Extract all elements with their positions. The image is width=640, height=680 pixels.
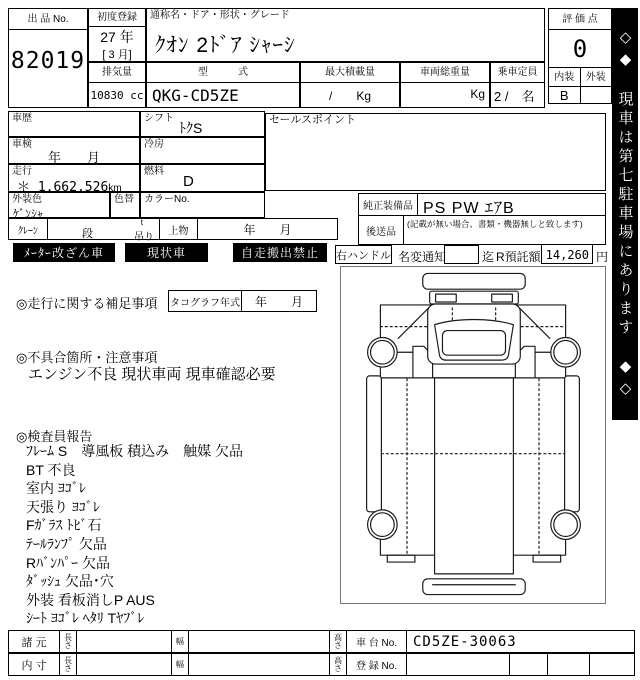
- height-label: 高さ: [329, 653, 347, 676]
- displacement-value: 10830 cc: [90, 89, 144, 102]
- color-no-label: カラーNo.: [144, 194, 190, 205]
- history-cell: [8, 111, 140, 137]
- width-label: 幅: [171, 630, 189, 653]
- length-label: 長さ: [59, 653, 77, 676]
- crane-value-cell: [47, 218, 160, 243]
- deposit-until-label: 迄: [482, 250, 495, 264]
- equipment-value: PS PW ｴｱB: [423, 200, 515, 217]
- name-change-label: 名変通知: [398, 250, 447, 264]
- fuel-value: D: [183, 173, 194, 190]
- body-date-value: 年 月: [243, 222, 292, 237]
- gross-weight-label: 車両総重量: [401, 63, 489, 83]
- exterior-color-value: ｹﾞﾝｼｬ: [13, 207, 44, 221]
- tacho-year-value: 年 月: [254, 294, 303, 309]
- crane-cell: [8, 218, 48, 240]
- shift-value: ﾄｸS: [179, 120, 203, 136]
- equipment-value-cell: [417, 193, 606, 216]
- defects-heading: ◎不具合箇所・注意事項: [16, 350, 158, 365]
- lot-no: 82019: [10, 48, 86, 74]
- inspection-cell: [8, 137, 140, 164]
- vehicle-name: ｸｵﾝ 2ﾄﾞｱ ｼｬｰｼ: [155, 34, 296, 57]
- badge-as-is: 現状車: [125, 243, 208, 262]
- inspector-line: Rﾊﾞﾝﾊﾟｰ 欠品: [26, 554, 110, 571]
- inspector-heading: ◎検査員報告: [16, 429, 93, 444]
- color-change-label: 色替: [114, 194, 134, 205]
- displacement-label: 排気量: [89, 63, 145, 83]
- color-no-cell: [140, 192, 265, 218]
- sales-point-label: セールスポイント: [269, 114, 357, 126]
- displacement-box: [88, 62, 146, 108]
- mileage-cell: [8, 164, 140, 195]
- gross-weight-value: Kg: [470, 87, 485, 101]
- deposit-amount: 14,260: [541, 244, 593, 264]
- defect-line: エンジン不良 現状車両 現車確認必要: [28, 366, 276, 383]
- crane-tsuri-label: 吊り: [134, 232, 154, 243]
- max-load-box: [300, 62, 400, 108]
- vehicle-name-box: [146, 8, 545, 62]
- score-value: 0: [549, 30, 611, 68]
- lot-no-box: [8, 8, 88, 108]
- crane-label: ｸﾚｰﾝ: [18, 225, 38, 237]
- badge-meter-tampered: ﾒｰﾀｰ改ざん車: [13, 243, 115, 262]
- inspector-line: 室内 ﾖｺﾞﾚ: [26, 480, 86, 497]
- inspection-value: 年 月: [47, 150, 100, 165]
- gross-weight-box: [400, 62, 490, 108]
- body-label: 上物: [168, 225, 189, 237]
- handle-position: 右ハンドル: [335, 245, 392, 264]
- interior-grade: B: [549, 87, 581, 104]
- model-code: QKG-CD5ZE: [152, 86, 239, 105]
- crane-dan-label: 段: [82, 228, 93, 240]
- shift-label: シフト: [144, 113, 174, 124]
- width-value: [188, 653, 330, 676]
- registration-no-cell: [547, 653, 590, 676]
- truck-top-view-diagram: [340, 266, 606, 604]
- tacho-year-value-cell: [241, 290, 317, 312]
- first-registration-month: [ 3 月]: [102, 49, 132, 61]
- model-label: 型 式: [147, 63, 299, 83]
- chassis-no-label: 車 台 No.: [346, 630, 407, 653]
- later-items-note: (記載が無い場合、書類・機器無しと致します): [407, 219, 583, 229]
- crane-t-label: t: [140, 218, 143, 227]
- length-value: [76, 630, 172, 653]
- body-value-cell: [197, 218, 338, 240]
- parking-location-banner: ◇◆ 現車は第七駐車場にあります ◆◇: [612, 8, 638, 420]
- model-box: [146, 62, 300, 108]
- aircon-cell: [140, 137, 265, 164]
- equipment-label-cell: [358, 193, 418, 216]
- fuel-cell: [140, 164, 265, 192]
- inspector-line: ｼｰﾄ ﾖｺﾞﾚ ﾍﾀﾘ Tﾔﾌﾞﾚ: [26, 610, 145, 627]
- inspector-line: 天張り ﾖｺﾞﾚ: [26, 498, 100, 515]
- name-change-date-field: [444, 245, 479, 264]
- interior-label: 内装: [549, 68, 581, 86]
- tacho-year-label: タコグラフ年式: [170, 297, 240, 309]
- later-items-label: 後送品: [366, 226, 396, 238]
- first-registration-year: 27 年: [100, 29, 134, 45]
- later-items-value-cell: [403, 215, 606, 245]
- badge-no-self-drive-out: 自走搬出禁止: [233, 243, 327, 262]
- inspector-line: ﾃｰﾙﾗﾝﾌﾟ 欠品: [26, 535, 107, 552]
- registration-no: [406, 653, 510, 676]
- history-label: 車歴: [12, 113, 32, 124]
- tacho-year-label-cell: [168, 290, 242, 312]
- registration-no-label: 登 録 No.: [346, 653, 407, 676]
- length-label: 長さ: [59, 630, 77, 653]
- mileage-unit: km: [108, 183, 122, 194]
- capacity-label: 乗車定員: [491, 63, 544, 83]
- fuel-label: 燃料: [144, 166, 164, 177]
- chassis-no: CD5ZE-30063: [406, 630, 635, 653]
- deposit-label: R預託額: [496, 250, 541, 264]
- exterior-label: 外装: [585, 71, 606, 83]
- height-label: 高さ: [329, 630, 347, 653]
- later-items-label-cell: [358, 215, 404, 245]
- sales-point-box: [265, 113, 606, 191]
- spec-row-label: 諸 元: [8, 630, 60, 653]
- inspection-label: 車検: [12, 139, 32, 150]
- exterior-color-label: 外装色: [12, 194, 42, 205]
- color-change-cell: [110, 192, 140, 218]
- mileage-value: ＊ 1,662,526: [17, 180, 109, 195]
- lot-no-label: 出 品 No.: [9, 9, 87, 30]
- deposit-unit: 円: [596, 250, 609, 264]
- first-registration-label: 初度登録: [89, 9, 145, 27]
- width-value: [188, 630, 330, 653]
- inspector-line: ﾀﾞｯｼｭ 欠品･穴: [26, 573, 114, 590]
- inspector-report: [26, 442, 326, 628]
- shift-cell: [140, 111, 265, 137]
- aircon-label: 冷房: [144, 139, 164, 150]
- inspector-line: BT 不良: [26, 461, 76, 478]
- score-label: 評 価 点: [549, 9, 611, 30]
- capacity-box: [490, 62, 545, 108]
- equipment-label: 純正装備品: [363, 201, 413, 212]
- inspector-line: Fｶﾞﾗｽ ﾄﾋﾞ石: [26, 517, 102, 534]
- capacity-value: 2 / 名: [494, 89, 535, 104]
- mileage-label: 走行: [12, 166, 32, 177]
- width-label: 幅: [171, 653, 189, 676]
- max-load-label: 最大積載量: [301, 63, 399, 83]
- registration-no-cell: [589, 653, 635, 676]
- exterior-grade: [581, 87, 612, 104]
- score-box: [548, 8, 612, 104]
- inspector-line: ﾌﾚｰﾑ S 導風板 積込み 触媒 欠品: [26, 443, 244, 459]
- inner-dim-label: 内 寸: [8, 653, 60, 676]
- exterior-color-cell: [8, 192, 110, 221]
- body-cell: [159, 218, 198, 240]
- inspector-line: 外装 看板消しP AUS: [26, 591, 155, 608]
- registration-no-cell: [509, 653, 548, 676]
- vehicle-name-label: 通称名・ドア・形状・グレード: [150, 10, 290, 21]
- length-value: [76, 653, 172, 676]
- first-registration-box: [88, 8, 146, 62]
- mileage-note-heading: ◎走行に関する補足事項: [16, 296, 158, 311]
- max-load-value: / Kg: [328, 89, 371, 103]
